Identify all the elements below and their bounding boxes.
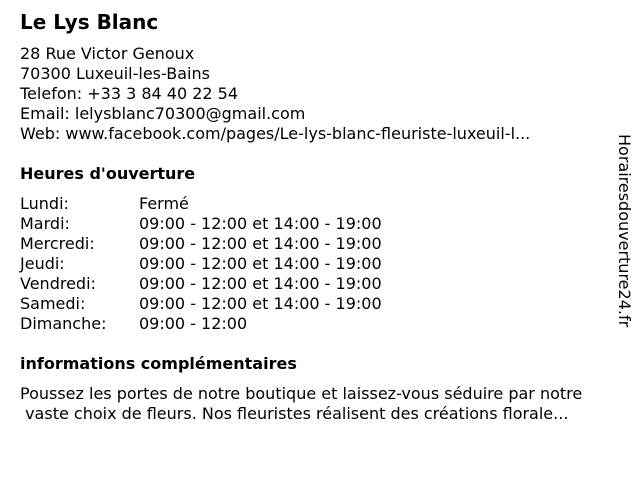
hours-row-vendredi xyxy=(20,274,382,294)
phone-line: Telefon: +33 3 84 40 22 54 xyxy=(20,84,239,103)
page-title: Le Lys Blanc xyxy=(20,10,159,34)
day-label: Lundi: xyxy=(20,194,69,213)
day-label: Dimanche: xyxy=(20,314,107,333)
address-street: 28 Rue Victor Genoux xyxy=(20,44,195,63)
day-hours: 09:00 - 12:00 et 14:00 - 19:00 xyxy=(139,254,382,273)
hours-row-jeudi xyxy=(20,254,382,274)
description-line-1: Poussez les portes de notre boutique et laissez-vous séduire par notre xyxy=(20,384,583,403)
day-label: Jeudi: xyxy=(20,254,65,273)
address-city: 70300 Luxeuil-les-Bains xyxy=(20,64,210,83)
day-label: Mercredi: xyxy=(20,234,95,253)
side-watermark-text: Horairesdouverture24.fr xyxy=(615,134,634,328)
hours-row-dimanche xyxy=(20,314,382,334)
hours-table xyxy=(20,194,382,334)
hours-row-mardi xyxy=(20,214,382,234)
web-line: Web: www.facebook.com/pages/Le-lys-blanc-fleuriste-luxeuil-l... xyxy=(20,124,531,143)
contact-block xyxy=(20,44,530,144)
hours-row-samedi xyxy=(20,294,382,314)
hours-heading: Heures d'ouverture xyxy=(20,164,196,183)
day-label: Mardi: xyxy=(20,214,70,233)
day-hours: 09:00 - 12:00 et 14:00 - 19:00 xyxy=(139,274,382,293)
day-hours: 09:00 - 12:00 et 14:00 - 19:00 xyxy=(139,294,382,313)
day-label: Samedi: xyxy=(20,294,86,313)
day-hours: 09:00 - 12:00 et 14:00 - 19:00 xyxy=(139,234,382,253)
description-line-2: vaste choix de fleurs. Nos fleuristes réalisent des créations florale... xyxy=(20,404,569,423)
day-hours: 09:00 - 12:00 xyxy=(139,314,248,333)
side-watermark xyxy=(614,134,634,344)
hours-row-mercredi xyxy=(20,234,382,254)
description xyxy=(20,384,582,424)
day-hours: Fermé xyxy=(139,194,189,213)
day-label: Vendredi: xyxy=(20,274,96,293)
info-heading: informations complémentaires xyxy=(20,354,297,373)
email-line: Email: lelysblanc70300@gmail.com xyxy=(20,104,306,123)
hours-row-lundi xyxy=(20,194,382,214)
day-hours: 09:00 - 12:00 et 14:00 - 19:00 xyxy=(139,214,382,233)
